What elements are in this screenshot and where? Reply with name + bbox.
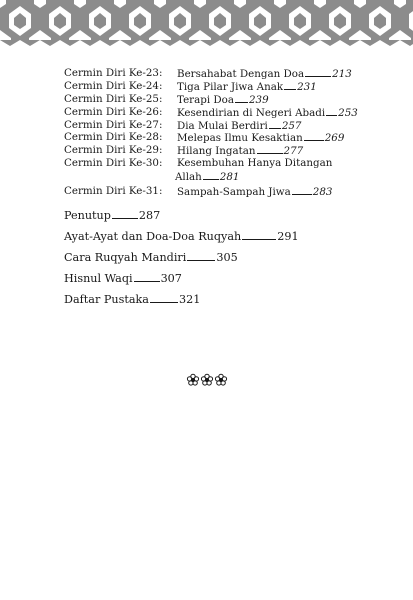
leader-line [269, 119, 281, 129]
page-number: 321 [178, 293, 201, 306]
page-number: 239 [248, 93, 269, 106]
toc-entry-31[interactable] [64, 185, 404, 198]
page-number: 277 [283, 145, 304, 158]
toc-section-ayat-doa-ruqyah[interactable] [64, 229, 299, 244]
chapter-title: Hilang Ingatan [177, 145, 256, 158]
chapter-label: Cermin Diri Ke-31: [64, 185, 163, 198]
toc-entry-28[interactable] [64, 131, 404, 144]
page-number: 231 [297, 80, 317, 93]
section-title: Penutup [64, 209, 111, 222]
page-number: 257 [281, 119, 302, 132]
chapter-title: Tiga Pilar Jiwa Anak [177, 80, 284, 93]
chapter-title: Kesembuhan Hanya Ditangan [177, 157, 333, 170]
section-title: Cara Ruqyah Mandiri [64, 251, 187, 264]
chapter-label: Cermin Diri Ke-27: [64, 118, 163, 131]
chapter-label: Cermin Diri Ke-30: [64, 157, 163, 170]
page-number: 281 [219, 171, 240, 184]
toc-entry-27[interactable] [64, 119, 404, 132]
leader-line [304, 131, 324, 141]
leader-line [112, 208, 138, 219]
section-title: Hisnul Waqi [64, 272, 133, 285]
chapter-label: Cermin Diri Ke-24: [64, 79, 163, 92]
page-number: 305 [216, 251, 238, 264]
chapter-label: Cermin Diri Ke-29: [64, 144, 163, 157]
section-title: Ayat-Ayat dan Doa-Doa Ruqyah [64, 230, 242, 243]
leader-line [134, 271, 160, 282]
triple-flower-ornament-icon [186, 372, 228, 388]
page-number: 213 [332, 68, 352, 80]
chapter-label: Cermin Diri Ke-23: [64, 67, 163, 79]
leader-line [187, 250, 215, 261]
toc-section-hisnul-waqi[interactable] [64, 271, 182, 286]
page-number: 287 [138, 209, 161, 222]
page-number: 283 [312, 186, 333, 199]
toc-entry-24[interactable] [64, 80, 404, 93]
leader-line [203, 170, 219, 180]
chapter-title: Bersahabat Dengan Doa [177, 68, 305, 80]
chapter-label: Cermin Diri Ke-28: [64, 131, 163, 144]
toc-section-penutup[interactable] [64, 208, 160, 223]
page-number: 253 [338, 106, 358, 119]
toc-entry-23[interactable] [64, 67, 404, 80]
chapter-title: Kesendirian di Negeri Abadi [177, 106, 326, 119]
section-title: Daftar Pustaka [64, 293, 149, 306]
chapter-title: Melepas Ilmu Kesaktian [177, 132, 303, 145]
leader-line [150, 292, 178, 303]
leader-line [326, 106, 337, 116]
toc-entry-25[interactable] [64, 93, 404, 106]
chapter-label: Cermin Diri Ke-26: [64, 105, 163, 118]
toc-entry-26[interactable] [64, 106, 404, 119]
page-number: 307 [160, 272, 182, 285]
chapter-label: Cermin Diri Ke-25: [64, 92, 163, 105]
page-number: 291 [277, 230, 299, 243]
leader-line [284, 80, 296, 90]
chapter-title-continuation: Allah [175, 171, 202, 184]
leader-line [235, 93, 248, 103]
toc-section-cara-ruqyah-mandiri[interactable] [64, 250, 238, 265]
toc-section-daftar-pustaka[interactable] [64, 292, 200, 307]
chapter-title: Sampah-Sampah Jiwa [177, 186, 291, 199]
header-ornament-band [0, 0, 413, 48]
leader-line [242, 229, 276, 240]
toc-entry-30[interactable] [64, 157, 404, 183]
chapter-title: Terapi Doa [177, 93, 234, 106]
leader-line [257, 144, 283, 154]
leader-line [292, 185, 312, 195]
toc-entry-29[interactable] [64, 144, 404, 157]
leader-line [305, 67, 331, 77]
table-of-contents [64, 67, 404, 198]
chapter-title: Dia Mulai Berdiri [177, 119, 268, 132]
page-number: 269 [324, 132, 345, 145]
